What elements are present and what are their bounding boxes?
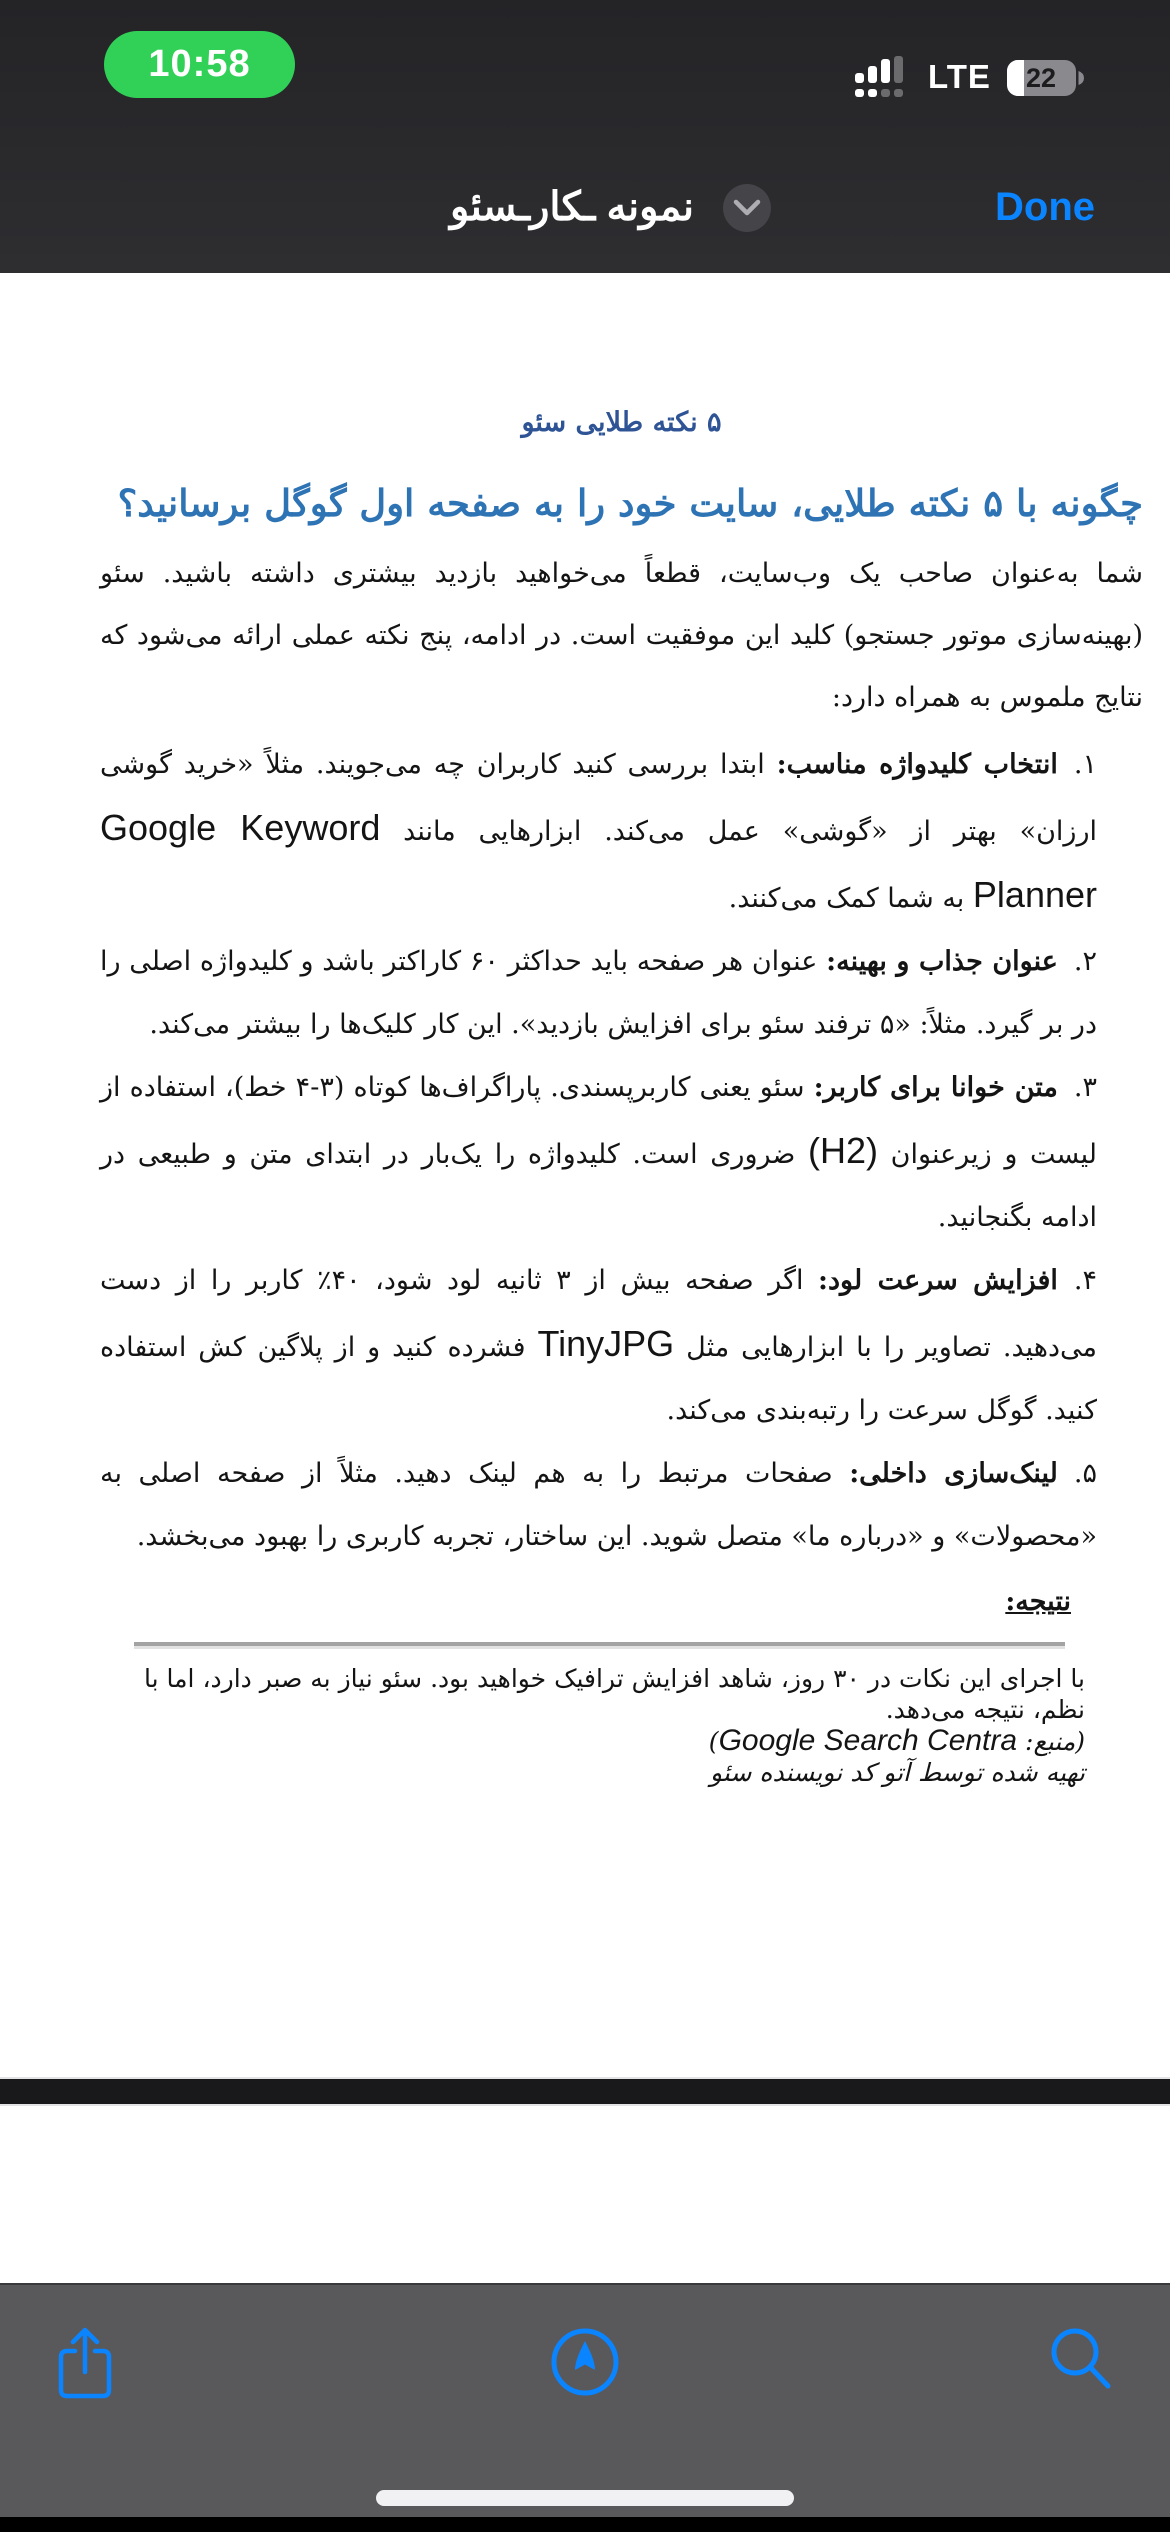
- chevron-down-icon[interactable]: [723, 184, 771, 232]
- list-item-number: ۴.: [1073, 1265, 1097, 1296]
- document-filename[interactable]: نمونه ـکارـسئو: [449, 185, 694, 229]
- markup-icon[interactable]: [546, 2323, 624, 2404]
- status-time: 10:58: [148, 43, 251, 85]
- battery-percent: 22: [1025, 62, 1057, 93]
- source-line: (منبع: Google Search Centra): [708, 1724, 1085, 1757]
- list-item: ۳.متن خوانا برای کاربر: سئو یعنی کاربرپسندی. پاراگراف‌ها کوتاه (۳-۴ خط)، استفاده از لیست و زیرعنوان (H2) ضروری است. کلیدواژه را یک‌بار در ابتدای متن و طبیعی در ادامه بگنجانید.: [100, 1072, 1097, 1233]
- document-page-2[interactable]: [0, 2106, 1170, 2283]
- bottom-toolbar: [0, 2283, 1170, 2517]
- page-separator: [0, 2077, 1170, 2106]
- list-item: ۲.عنوان جذاب و بهینه: عنوان هر صفحه باید حداکثر ۶۰ کاراکتر باشد و کلیدواژه اصلی را در بر گیرد. مثلاً: «۵ ترفند سئو برای افزایش بازدید». این کار کلیک‌ها را بیشتر می‌کند.: [100, 946, 1097, 1040]
- list-item-label: افزایش سرعت لود:: [818, 1265, 1058, 1296]
- list-item-number: ۲.: [1073, 946, 1097, 977]
- document-page-1[interactable]: [0, 273, 1170, 2077]
- list-item-number: ۱.: [1073, 749, 1098, 780]
- list-item-label: لینک‌سازی داخلی:: [849, 1458, 1058, 1489]
- search-icon[interactable]: [1046, 2323, 1116, 2398]
- horizontal-rule: [134, 1642, 1065, 1649]
- home-indicator[interactable]: [376, 2490, 794, 2506]
- time-pill[interactable]: [104, 31, 295, 98]
- network-type-label: LTE: [928, 58, 991, 95]
- credit-line: تهیه شده توسط آتو کد نویسنده سئو: [710, 1758, 1085, 1787]
- list-item: ۵.لینک‌سازی داخلی: صفحات مرتبط را به هم لینک دهید. مثلاً از صفحه اصلی به «محصولات» و «درباره ما» متصل شوید. این ساختار، تجربه کاربری را بهبود می‌بخشد.: [100, 1458, 1098, 1552]
- done-button[interactable]: Done: [995, 178, 1095, 236]
- list-item-label: انتخاب کلیدواژه مناسب:: [776, 749, 1058, 780]
- document-content: [0, 403, 1170, 1788]
- list-item-number: ۵.: [1073, 1458, 1098, 1489]
- list-item: ۴.افزایش سرعت لود: اگر صفحه بیش از ۳ ثانیه لود شود، ۴۰٪ کاربر را از دست می‌دهید. تصاویر را با ابزارهایی مثل TinyJPG فشرده کنید و از پلاگین کش استفاده کنید. گوگل سرعت را رتبه‌بندی می‌کند.: [100, 1265, 1097, 1426]
- list-item: ۱.انتخاب کلیدواژه مناسب: ابتدا بررسی کنید کاربران چه می‌جویند. مثلاً «خرید گوشی ارزان» بهتر از «گوشی» عمل می‌کند. ابزارهایی مانند Google Keyword Planner به شما کمک می‌کنند.: [100, 749, 1098, 915]
- share-icon[interactable]: [54, 2323, 116, 2406]
- doc-list: [100, 733, 1143, 1568]
- doc-conclusion-heading: نتیجه:: [1005, 1586, 1071, 1617]
- list-item-label: متن خوانا برای کاربر:: [813, 1072, 1058, 1103]
- doc-title: ۵ نکته طلایی سئو: [521, 407, 722, 438]
- header: [0, 0, 1170, 273]
- nav-title-bar: [0, 178, 1170, 240]
- doc-heading: چگونه با ۵ نکته طلایی، سایت خود را به صفحه اول گوگل برسانید؟: [117, 481, 1143, 525]
- list-item-number: ۳.: [1073, 1072, 1097, 1103]
- doc-intro-paragraph: شما به‌عنوان صاحب یک وب‌سایت، قطعاً می‌خواهید بازدید بیشتری داشته باشید. سئو (بهینه‌سازی موتور جستجو) کلید این موفقیت است. در ادامه، پنج نکته عملی ارائه می‌شود که نتایج ملموس به همراه دارد:: [100, 558, 1143, 713]
- conclusion-text: با اجرای این نکات در ۳۰ روز، شاهد افزایش ترافیک خواهید بود. سئو نیاز به صبر دارد، اما با نظم، نتیجه می‌دهد.: [144, 1664, 1085, 1724]
- screen-bottom-edge: [0, 2517, 1170, 2532]
- doc-conclusion-block: [100, 1663, 1143, 1788]
- cellular-dual-sim-icon: [855, 56, 913, 103]
- list-item-label: عنوان جذاب و بهینه:: [826, 946, 1058, 977]
